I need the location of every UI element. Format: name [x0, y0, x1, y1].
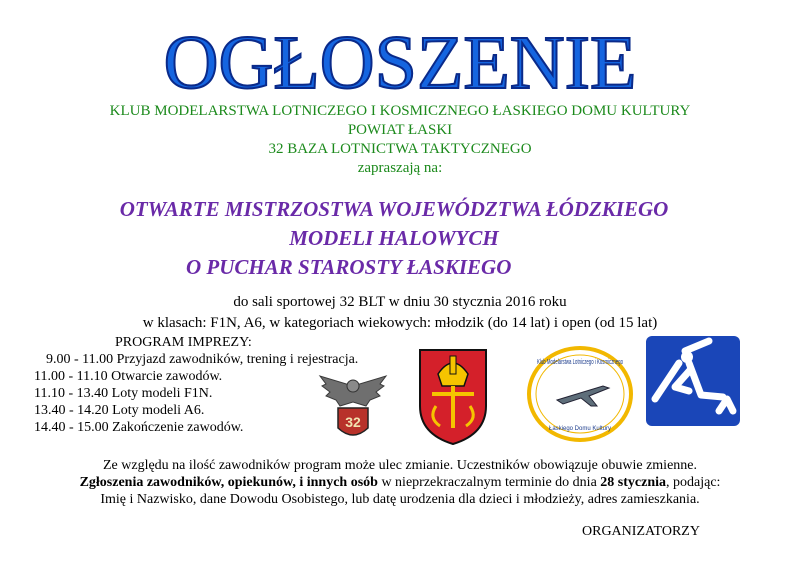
sport-sign	[645, 335, 741, 432]
classes-text: w klasach: F1N, A6, w kategoriach wiekowych: młodzik (do 14 lat) i open (od 15 lat)	[142, 315, 658, 331]
coat-of-arms-icon	[416, 346, 490, 446]
page-title	[0, 18, 800, 105]
air-base-emblem	[318, 372, 388, 449]
registration-deadline: 28 stycznia	[600, 475, 667, 490]
program-item: 14.40 - 15.00 Zakończenie zawodów.	[34, 420, 244, 435]
club-logo	[527, 346, 633, 447]
note-required-data: Imię i Nazwisko, dane Dowodu Osobistego, lub datę urodzenia dla dzieci i młodzieży, adres zamieszkania.	[100, 492, 700, 507]
emblem-number: 32	[345, 414, 361, 430]
program-item: 11.00 - 11.10 Otwarcie zawodów.	[34, 369, 223, 384]
event-title-line-3: O PUCHAR STAROSTY ŁASKIEGO	[186, 255, 512, 279]
program-heading: PROGRAM IMPREZY:	[115, 335, 252, 350]
note-program-change: Ze względu na ilość zawodników program może ulec zmianie. Uczestników obowiązuje obuwie zmienne.	[102, 458, 697, 473]
page-title-text: OGŁOSZENIE	[163, 21, 637, 105]
venue-date-text: do sali sportowej 32 BLT w dniu 30 stycznia 2016 roku	[233, 294, 567, 310]
organizer-line-2: POWIAT ŁASKI	[347, 122, 453, 138]
signature: ORGANIZATORZY	[582, 524, 700, 539]
club-logo-bottom-text: Łaskiego Domu Kultury	[548, 426, 612, 432]
program-item: 9.00 - 11.00 Przyjazd zawodników, trening i rejestracja.	[46, 352, 359, 367]
event-title-line-2: MODELI HALOWYCH	[289, 226, 499, 250]
eagle-emblem-icon	[318, 372, 388, 444]
page-title-block	[0, 18, 800, 105]
registration-text: w nieprzekraczalnym terminie do dnia	[377, 475, 601, 490]
event-title-line-1: OTWARTE MISTRZOSTWA WOJEWÓDZTWA ŁÓDZKIEGO	[119, 197, 669, 221]
registration-bold-text: Zgłoszenia zawodników, opiekunów, i innych osób	[79, 475, 378, 490]
gymnast-sign-icon	[645, 335, 741, 427]
coat-of-arms	[416, 346, 490, 451]
program-item: 11.10 - 13.40 Loty modeli F1N.	[34, 386, 213, 401]
note-registration	[0, 474, 800, 491]
club-logo-icon	[527, 346, 633, 442]
organizer-line-1: KLUB MODELARSTWA LOTNICZEGO I KOSMICZNEGO ŁASKIEGO DOMU KULTURY	[109, 103, 691, 119]
organizer-line-3: 32 BAZA LOTNICTWA TAKTYCZNEGO	[268, 141, 532, 157]
club-logo-top-text: Klub Modelarstwa Lotniczego i Kosmicznego	[537, 357, 623, 366]
program-item: 13.40 - 14.20 Loty modeli A6.	[34, 403, 205, 418]
registration-text-end: , podając:	[666, 475, 721, 490]
invitation-text: zapraszają na:	[357, 160, 443, 176]
